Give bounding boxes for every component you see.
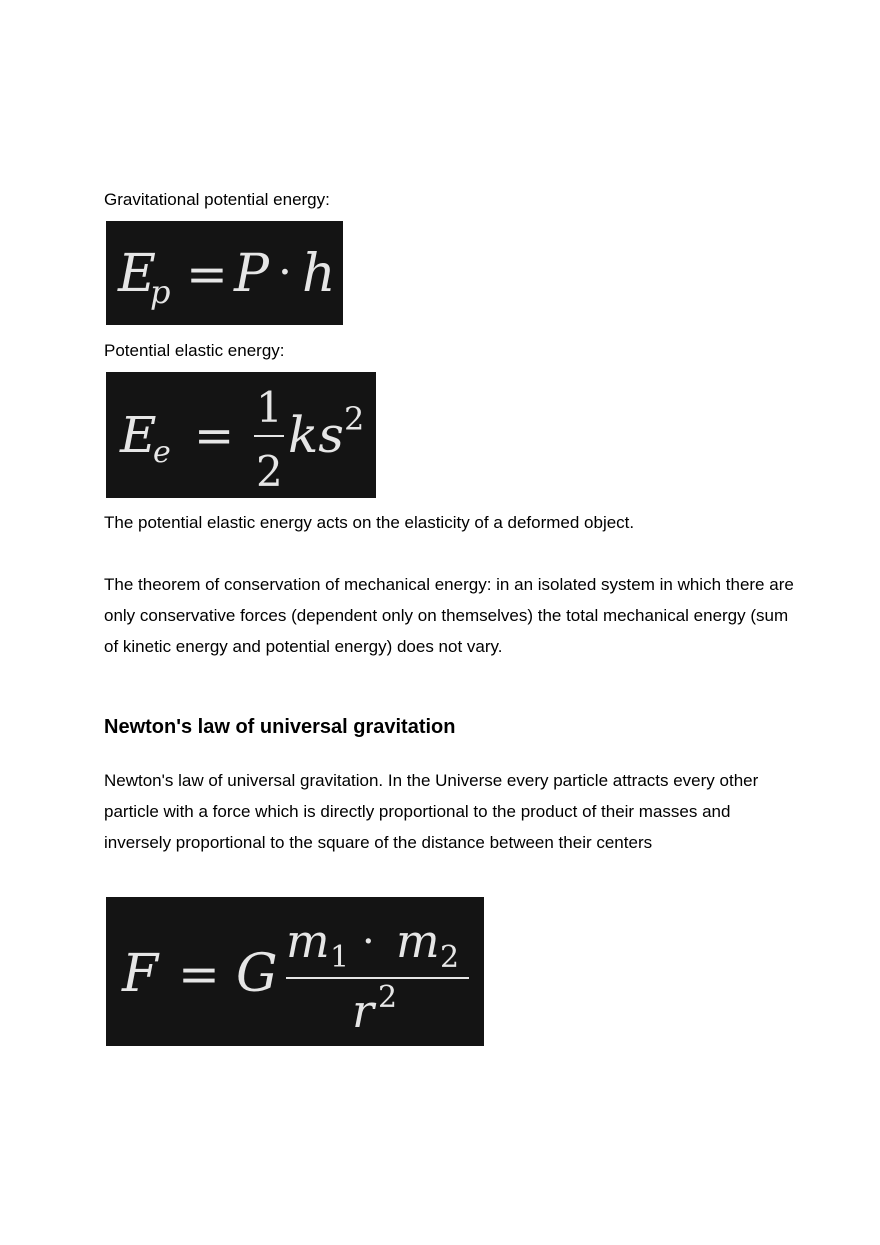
gpe-dot: · bbox=[278, 247, 292, 298]
newton-mass-1: m bbox=[286, 914, 330, 968]
newton-paragraph: Newton's law of universal gravitation. In the Universe every particle attracts every other particle with a force which is directly proportional to the product of their masses and inversely proportional to the square of the distance between their centers bbox=[104, 771, 759, 852]
newton-distance-r: r bbox=[352, 984, 374, 1038]
newton-mass-1-subscript: 1 bbox=[330, 940, 350, 975]
newton-formula-svg bbox=[106, 897, 484, 1046]
gpe-factor-p: P bbox=[234, 244, 269, 304]
gpe-lhs-subscript: p bbox=[150, 273, 171, 311]
newton-heading: Newton's law of universal gravitation bbox=[104, 716, 456, 738]
newton-mass-2-subscript: 2 bbox=[440, 940, 460, 975]
gpe-equals-sign: = bbox=[186, 245, 228, 303]
newton-distance-exponent: 2 bbox=[378, 980, 398, 1015]
newton-multiply-dot: · bbox=[362, 919, 375, 965]
newton-lhs-f: F bbox=[122, 944, 159, 1004]
gpe-lhs-symbol: E bbox=[118, 244, 156, 304]
newton-equals-sign: = bbox=[178, 945, 220, 1003]
pee-formula-image bbox=[106, 372, 376, 498]
pee-lhs-symbol: E bbox=[120, 406, 157, 464]
pee-exponent: 2 bbox=[344, 400, 365, 438]
pee-body-ks: ks bbox=[288, 406, 344, 464]
gpe-label: Gravitational potential energy: bbox=[104, 190, 330, 209]
conservation-paragraph: The theorem of conservation of mechanical energy: in an isolated system in which there are only conservative forces (dependent only on themselves) the total mechanical energy (sum of kinetic energy and potential energy) does not vary. bbox=[104, 575, 794, 656]
pee-equals-sign: = bbox=[194, 408, 235, 464]
newton-fraction-bar bbox=[286, 977, 469, 979]
pee-formula-svg bbox=[106, 372, 376, 498]
pee-fraction-numerator: 1 bbox=[256, 383, 283, 432]
newton-formula-image bbox=[106, 897, 484, 1046]
gpe-formula-image bbox=[106, 221, 343, 325]
newton-constant-g: G bbox=[236, 944, 278, 1004]
pee-description: The potential elastic energy acts on the elasticity of a deformed object. bbox=[104, 513, 635, 532]
newton-mass-2: m bbox=[396, 914, 440, 968]
gpe-formula-svg bbox=[106, 221, 343, 325]
pee-fraction-denominator: 2 bbox=[256, 447, 283, 496]
pee-fraction-bar bbox=[254, 435, 284, 437]
gpe-factor-h: h bbox=[302, 244, 336, 304]
pee-lhs-subscript: e bbox=[153, 435, 171, 470]
pee-label: Potential elastic energy: bbox=[104, 341, 285, 360]
